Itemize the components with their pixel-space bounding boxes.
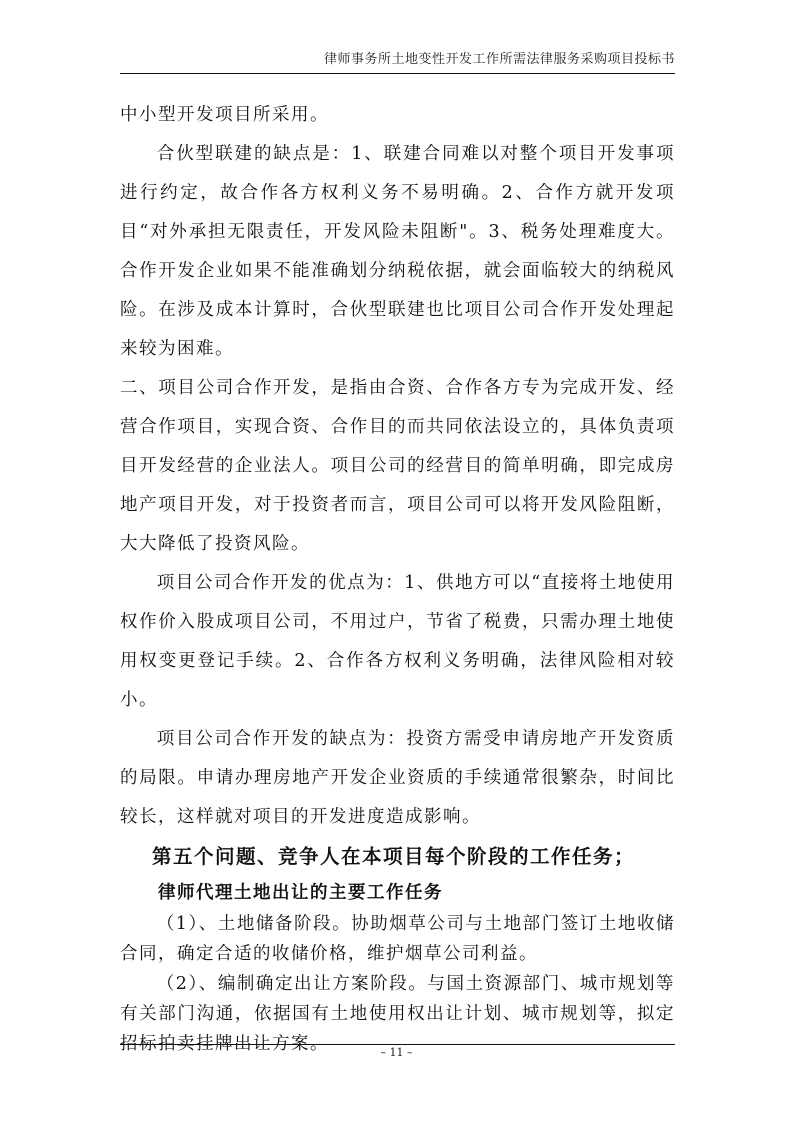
paragraph-partnership-drawbacks: 合伙型联建的缺点是：1、联建合同难以对整个项目开发事项进行约定，故合作各方权利义务不易明确。2、合作方就开发项目“对外承担无限责任，开发风险未阻断"。3、税务处理难度大。合作开发企业如果不能准确划分纳税依据，就会面临较大的纳税风险。在涉及成本计算时，合伙型联建也比项目公司合作开发处理起来较为困难。 — [120, 144, 675, 359]
paragraph-transfer-plan-stage: （2）、编制确定出让方案阶段。与国土资源部门、城市规划等有关部门沟通，依据国有土地使用权出让计划、城市规划等，拟定招标拍卖挂牌出让方案。 — [120, 974, 675, 1054]
paragraph-project-company-drawbacks: 项目公司合作开发的缺点为：投资方需受申请房地产开发资质的局限。申请办理房地产开发企业资质的手续通常很繁杂，时间比较长，这样就对项目的开发进度造成影响。 — [120, 729, 675, 827]
footer-divider — [120, 1044, 675, 1045]
page-body — [120, 96, 675, 1059]
subsection-heading: 律师代理土地出让的主要工作任务 — [158, 883, 443, 903]
section-heading: 第五个问题、竞争人在本项目每个阶段的工作任务； — [152, 845, 636, 868]
page-number: – 11 – — [380, 1046, 413, 1059]
paragraph-project-company: 二、项目公司合作开发，是指由合资、合作各方专为完成开发、经营合作项目，实现合资、合作目的而共同依法设立的，具体负责项目开发经营的企业法人。项目公司的经营目的简单明确，即完成房地产项目开发，对于投资者而言，项目公司可以将开发风险阻断，大大降低了投资风险。 — [120, 378, 675, 554]
header-divider — [120, 73, 675, 74]
paragraph-project-company-advantages: 项目公司合作开发的优点为：1、供地方可以“直接将土地使用权作价入股成项目公司，不用过户，节省了税费，只需办理土地使用权变更登记手续。2、合作各方权利义务明确，法律风险相对较小。 — [120, 573, 675, 710]
paragraph-land-reserve-stage: （1）、土地储备阶段。协助烟草公司与土地部门签订土地收储合同，确定合适的收储价格，维护烟草公司利益。 — [120, 914, 675, 964]
paragraph-continuation: 中小型开发项目所采用。 — [120, 105, 329, 125]
running-header: 律师事务所土地变性开发工作所需法律服务采购项目投标书 — [323, 52, 675, 67]
